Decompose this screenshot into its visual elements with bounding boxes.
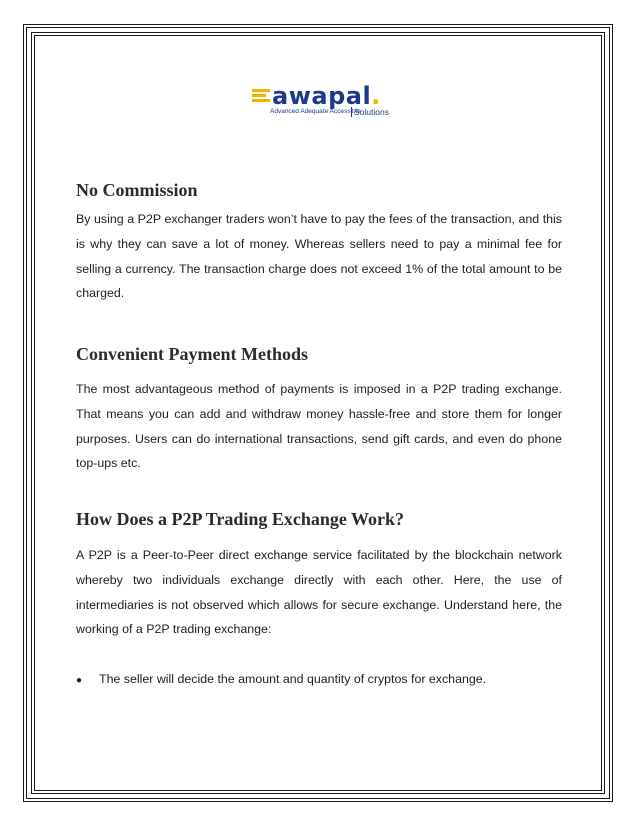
list-item-text: The seller will decide the amount and quantity of cryptos for exchange.: [99, 672, 487, 686]
company-logo: [252, 82, 392, 122]
logo-brand-text: awapal: [272, 82, 372, 110]
heading-no-commission: No Commission: [76, 180, 198, 200]
paragraph-p2p-exchange: A P2P is a Peer-to-Peer direct exchange service facilitated by the blockchain network whereby two individuals exchange directly with each other. Here, the use of intermediaries is not observed which allows for secure exchange. Understand here, the working of a P2P trading exchange:: [76, 548, 562, 637]
logo-solutions: Solutions: [351, 107, 389, 117]
logo-brand-dot: .: [371, 82, 381, 110]
paragraph-convenient-payment: The most advantageous method of payments is imposed in a P2P trading exchange. That means you can add and withdraw money hassle-free and store them for longer purposes. Users can do international transactions, send gift cards, and even do phone top-ups etc.: [76, 382, 562, 471]
heading-p2p-exchange: How Does a P2P Trading Exchange Work?: [76, 509, 405, 529]
logo-wordmark: [272, 82, 381, 110]
bullet-icon: ●: [76, 675, 83, 686]
list-item: [76, 672, 486, 686]
heading-convenient-payment: Convenient Payment Methods: [76, 344, 308, 364]
logo-tagline: Advanced Adequate Accessible: [270, 108, 361, 115]
paragraph-no-commission: By using a P2P exchanger traders won’t have to pay the fees of the transaction, and this is why they can save a lot of money. Whereas sellers need to pay a minimal fee for selling a currency. The transaction charge does not exceed 1% of the total amount to be charged.: [76, 212, 562, 301]
logo-bars-icon: [252, 89, 270, 104]
